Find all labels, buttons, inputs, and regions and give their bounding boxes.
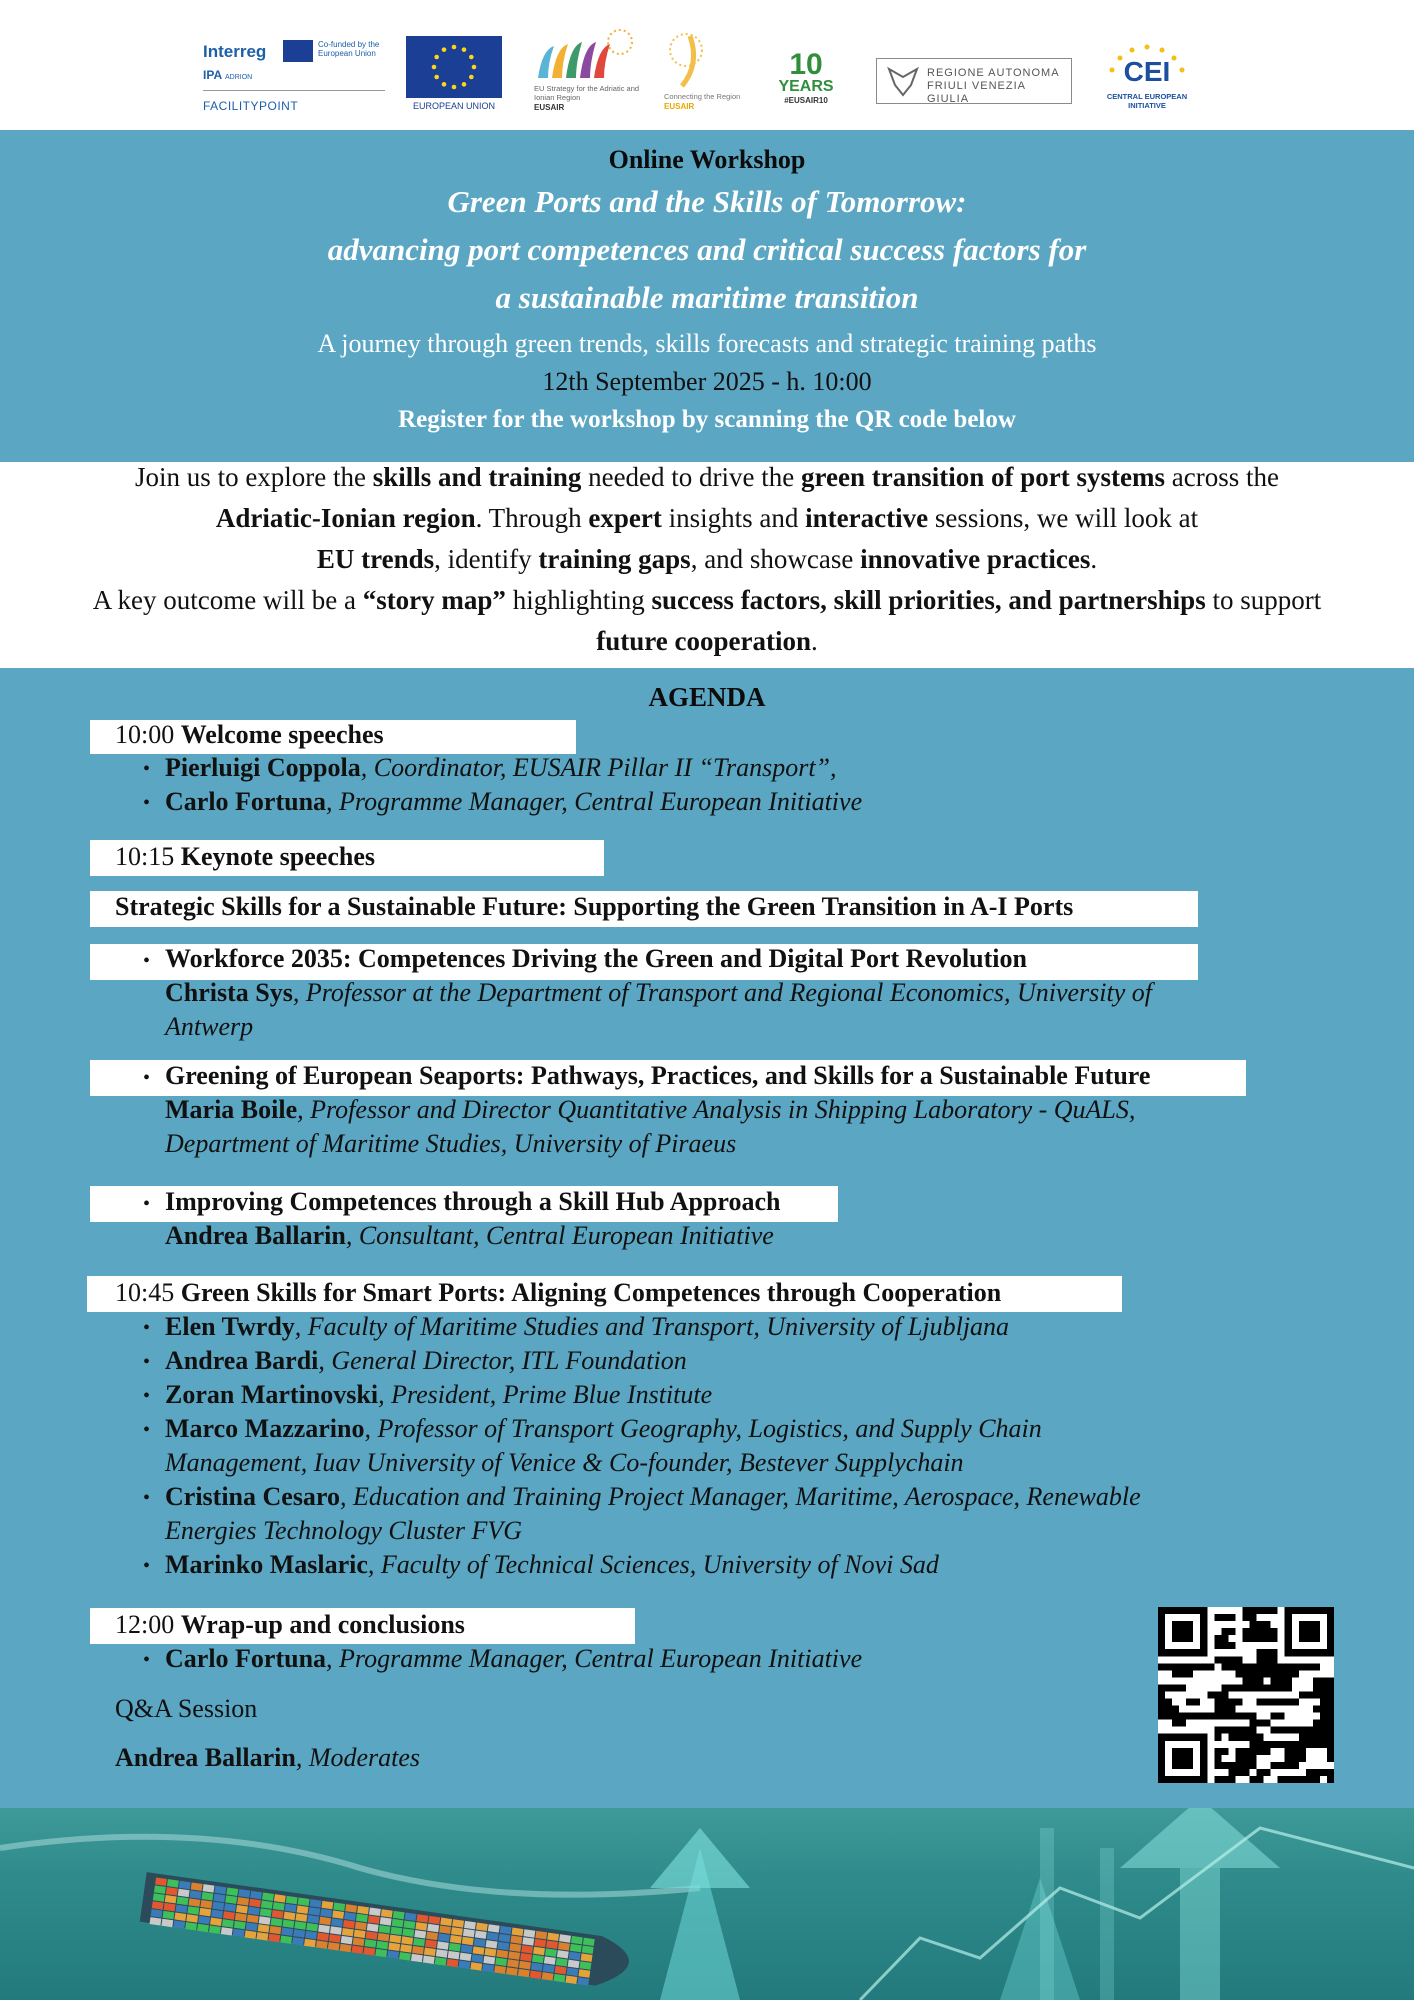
speaker-cesaro: Cristina Cesaro, Education and Training Project Manager, Maritime, Aerospace, Renewable <box>165 1482 1141 1511</box>
cargo-ship-banner-image <box>0 1808 1414 2000</box>
connecting-text: Connecting the Region <box>664 92 741 101</box>
registration-qr-code[interactable] <box>1158 1607 1334 1783</box>
speaker-maslaric: Marinko Maslaric, Faculty of Technical Sciences, University of Novi Sad <box>165 1550 939 1579</box>
intro-line-3: EU trends, identify training gaps, and showcase innovative practices. <box>316 544 1098 574</box>
moderator: Andrea Ballarin, Moderates <box>115 1743 421 1772</box>
interreg-brand: Interreg <box>203 42 267 61</box>
speaker-cesaro-cont: Energies Technology Cluster FVG <box>165 1516 522 1545</box>
title-line-3: a sustainable maritime transition <box>495 280 919 315</box>
european-union-logo <box>406 36 502 114</box>
sails-icon <box>532 28 642 84</box>
bullet-icon: • <box>143 1487 151 1509</box>
cei-name: CENTRAL EUROPEAN INITIATIVE <box>1106 92 1188 110</box>
speaker-coppola: Pierluigi Coppola, Coordinator, EUSAIR Pillar II “Transport”, <box>165 753 837 782</box>
speaker-fortuna: Carlo Fortuna, Programme Manager, Central European Initiative <box>165 787 863 816</box>
eusair-strategy-logo <box>532 28 642 118</box>
interreg-logo <box>203 38 388 116</box>
speaker-mazzarino-cont: Management, Iuav University of Venice & Co-founder, Bestever Supplychain <box>165 1448 964 1477</box>
talk-3-title: Improving Competences through a Skill Hub Approach <box>165 1187 781 1216</box>
bullet-icon: • <box>143 950 151 972</box>
talk-3-speaker: Andrea Ballarin, Consultant, Central European Initiative <box>165 1221 774 1250</box>
eu-stars-icon <box>406 36 502 98</box>
register-instruction: Register for the workshop by scanning the QR code below <box>398 406 1016 433</box>
bullet-icon: • <box>143 1317 151 1339</box>
bullet-icon: • <box>143 792 151 814</box>
welcome-heading: 10:00 Welcome speeches <box>115 720 384 749</box>
talk-1-affiliation: Antwerp <box>165 1012 254 1041</box>
intro-line-1: Join us to explore the skills and training needed to drive the green transition of port systems across the <box>135 462 1279 492</box>
qr-code-icon <box>1158 1607 1334 1783</box>
intro-line-5: future cooperation. <box>596 626 818 656</box>
fvg-text: REGIONE AUTONOMA FRIULI VENEZIA GIULIA <box>927 67 1060 105</box>
eagle-icon <box>885 63 921 99</box>
hashtag-text: #EUSAIR10 <box>784 96 828 105</box>
event-date: 12th September 2025 - h. 10:00 <box>542 367 872 396</box>
bullet-icon: • <box>143 1555 151 1577</box>
ship-and-arrows-illustration <box>0 1808 1414 2000</box>
talk-2-affiliation: Department of Maritime Studies, University of Piraeus <box>165 1129 737 1158</box>
keynote-theme: Strategic Skills for a Sustainable Future: Supporting the Green Transition in A-I Ports <box>115 892 1074 921</box>
speaker-twrdy: Elen Twrdy, Faculty of Maritime Studies and Transport, University of Ljubljana <box>165 1312 1010 1341</box>
talk-2-speaker: Maria Boile, Professor and Director Quantitative Analysis in Shipping Laboratory - QuALS, <box>165 1095 1136 1124</box>
keynote-heading: 10:15 Keynote speeches <box>115 842 375 871</box>
eu-flag-icon <box>283 40 313 62</box>
ipa-text: IPA ADRION <box>203 68 253 82</box>
talk-1-title: Workforce 2035: Competences Driving the Green and Digital Port Revolution <box>165 944 1027 973</box>
eusair-strategy-text: EU Strategy for the Adriatic and Ionian Region <box>534 84 640 102</box>
bullet-icon: • <box>143 1351 151 1373</box>
bullet-icon: • <box>143 1193 151 1215</box>
cofunded-text: Co-funded by the European Union <box>318 40 380 58</box>
header-banner <box>0 130 1414 462</box>
title-line-2: advancing port competences and critical success factors for <box>327 232 1087 267</box>
eu-label: EUROPEAN UNION <box>412 101 495 111</box>
speaker-martinovski: Zoran Martinovski, President, Prime Blue Institute <box>165 1380 713 1409</box>
bullet-icon: • <box>143 1067 151 1089</box>
subtitle: A journey through green trends, skills forecasts and strategic training paths <box>317 329 1097 358</box>
eusair-brand: EUSAIR <box>664 102 695 111</box>
bullet-icon: • <box>143 1385 151 1407</box>
ten-number: 10 <box>789 48 823 81</box>
years-text: YEARS <box>778 78 834 95</box>
eusair-connecting-logo <box>660 28 750 118</box>
intro-line-4: A key outcome will be a “story map” highlighting success factors, skill priorities, and partnerships to support <box>92 585 1322 615</box>
panel-heading: 10:45 Green Skills for Smart Ports: Aligning Competences through Cooperation <box>115 1278 1002 1307</box>
wrapup-heading: 12:00 Wrap-up and conclusions <box>115 1610 465 1639</box>
speaker-bardi: Andrea Bardi, General Director, ITL Foundation <box>165 1346 687 1375</box>
agenda-title: AGENDA <box>648 682 766 712</box>
fvg-region-logo <box>876 58 1072 104</box>
ten-years-logo <box>776 30 846 110</box>
eusair-brand: EUSAIR <box>534 103 565 112</box>
logo-bar <box>0 0 1414 130</box>
qa-session: Q&A Session <box>115 1694 258 1723</box>
intro-section <box>0 462 1414 668</box>
facilitypoint-text: FACILITYPOINT <box>203 99 299 113</box>
intro-line-2: Adriatic-Ionian region. Through expert insights and interactive sessions, we will look at <box>215 503 1199 533</box>
talk-2-title: Greening of European Seaports: Pathways, Practices, and Skills for a Sustainable Future <box>165 1061 1151 1090</box>
cei-logo <box>1092 42 1202 108</box>
cei-acronym: CEI <box>1123 56 1171 87</box>
title-line-1: Green Ports and the Skills of Tomorrow: <box>447 184 967 219</box>
logo-divider <box>203 90 385 91</box>
connecting-swoosh-icon <box>660 28 750 90</box>
bullet-icon: • <box>143 1419 151 1441</box>
talk-1-speaker: Christa Sys, Professor at the Department of Transport and Regional Economics, University of <box>165 978 1153 1007</box>
speaker-mazzarino: Marco Mazzarino, Professor of Transport Geography, Logistics, and Supply Chain <box>165 1414 1042 1443</box>
bullet-icon: • <box>143 1649 151 1671</box>
bullet-icon: • <box>143 758 151 780</box>
event-type: Online Workshop <box>608 145 806 174</box>
speaker-fortuna-wrapup: Carlo Fortuna, Programme Manager, Central European Initiative <box>165 1644 863 1673</box>
